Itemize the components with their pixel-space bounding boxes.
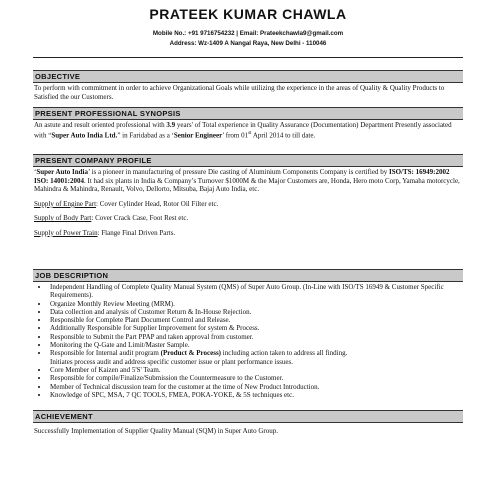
synopsis-t2: years' of Total experience in Quality Assurance (Documentation) Department Presently associated with “ — [34, 121, 452, 139]
list-item: • Independent Handling of Complete Quality Manual System (QMS) of Super Auto Group. (In-Line with ISO/TS 16949 & Customer Specific Requirements). — [49, 283, 462, 300]
supply-line — [34, 229, 462, 238]
list-item: • Data collection and analysis of Customer Return & In-House Rejection. — [49, 308, 462, 316]
synopsis-role: Senior Engineer — [173, 130, 223, 139]
synopsis-company: Super Auto India Ltd. — [51, 130, 118, 139]
company-cert: ISO/TS: 16949:2002 ISO: 14001:2004 — [34, 168, 450, 185]
resume-header — [33, 0, 463, 58]
company-t1: ’ is a pioneer in manufacturing of pressure Die casting of Aluminium Components Company is certified by — [87, 168, 389, 176]
synopsis-years: 3.9 — [166, 121, 176, 129]
list-item: • Responsible for compile/Finalize/Submission the Countermeasure to the Customer. — [49, 374, 462, 382]
list-item: • Additionally Responsible for Supplier Improvement for system & Process. — [49, 324, 462, 332]
list-item: • Organize Monthly Review Meeting (MRM). — [49, 300, 462, 308]
synopsis-t1: An astute and result oriented professional with — [34, 121, 167, 129]
job-description-heading: JOB DESCRIPTION — [33, 269, 463, 282]
supply-value: : Cover Crack Case, Foot Rest etc. — [91, 214, 189, 223]
list-item: • Member of Technical discussion team for the customer at the time of New Product Introduction. — [49, 383, 462, 391]
company-profile-text — [33, 167, 463, 269]
company-t2: . It had six plants in India & Company’s Turnover $1000M & the Major Customers are, Honda, Hero moto Corp, Yamaha motorcycle, Mahindra & Mahindra, Renault, Volvo, Dellorto, Mitsuba, Bajaj Auto India, etc. — [34, 176, 460, 194]
address-line: Address: Wz-1409 A Nangal Raya, New Delhi - 110046 — [169, 40, 327, 47]
job-description-list — [33, 282, 463, 410]
item8-post: including action taken to address all finding. — [221, 349, 348, 358]
synopsis-t5: April 2014 to till date. — [251, 130, 316, 139]
item8-continuation: Initiates process audit and address specific customer issue or plant performance issues. — [50, 357, 293, 366]
item8-bold: (Product & Process) — [160, 349, 222, 358]
contact-line: Mobile No.: +91 9716754232 | Email: Prateekchawla9@gmail.com — [152, 30, 344, 37]
supply-value: : Cover Cylinder Head, Rotor Oil Filter etc. — [96, 199, 219, 208]
objective-heading: OBJECTIVE — [33, 70, 463, 83]
company-profile-heading: PRESENT COMPANY PROFILE — [33, 154, 463, 167]
supply-value: : Flange Final Driven Parts. — [97, 228, 176, 237]
item8-pre: Responsible for Internal audit program — [50, 349, 161, 358]
achievement-text — [33, 423, 463, 437]
supply-line — [34, 214, 462, 223]
synopsis-t3: ” in Faridabad as a ‘ — [117, 130, 174, 139]
synopsis-t4: ’ from 01 — [222, 130, 249, 139]
supply-line — [34, 200, 462, 209]
achievement-body: Successfully Implementation of Supplier Quality Manual (SQM) in Super Auto Group. — [34, 427, 278, 435]
synopsis-sup: st — [248, 130, 252, 136]
list-item: • Responsible for Complete Plant Document Control and Release. — [49, 316, 462, 324]
candidate-name: PRATEEK KUMAR CHAWLA — [149, 6, 347, 22]
synopsis-heading: PRESENT PROFESSIONAL SYNOPSIS — [33, 107, 463, 120]
objective-body: To perform with commitment in order to achieve Organizational Goals while utilizing the experience in the areas of Quality & Quality Products to Satisfied the our Customers. — [34, 84, 445, 101]
company-q1: ‘ — [34, 168, 37, 176]
list-item: • Responsible to Submit the Part PPAP and taken approval from customer. — [49, 333, 462, 341]
synopsis-text — [33, 120, 463, 154]
list-item — [49, 349, 462, 366]
achievement-heading: ACHIEVEMENT — [33, 410, 463, 423]
resume-page — [33, 0, 463, 495]
objective-text — [33, 83, 463, 107]
supply-label: Supply of Power Train — [34, 228, 98, 237]
supply-label: Supply of Engine Part — [34, 199, 97, 208]
company-description — [34, 168, 462, 194]
supply-label: Supply of Body Part — [34, 214, 92, 223]
list-item: • Knowledge of SPC, MSA, 7 QC TOOLS, FMEA, POKA-YOKE, & 5S techniques etc. — [49, 391, 462, 399]
list-item: • Core Member of Kaizen and 5'S' Team. — [49, 366, 462, 374]
company-name: Super Auto India — [36, 168, 88, 176]
list-item: • Monitoring the Q-Gate and Limit/Master Sample. — [49, 341, 462, 349]
